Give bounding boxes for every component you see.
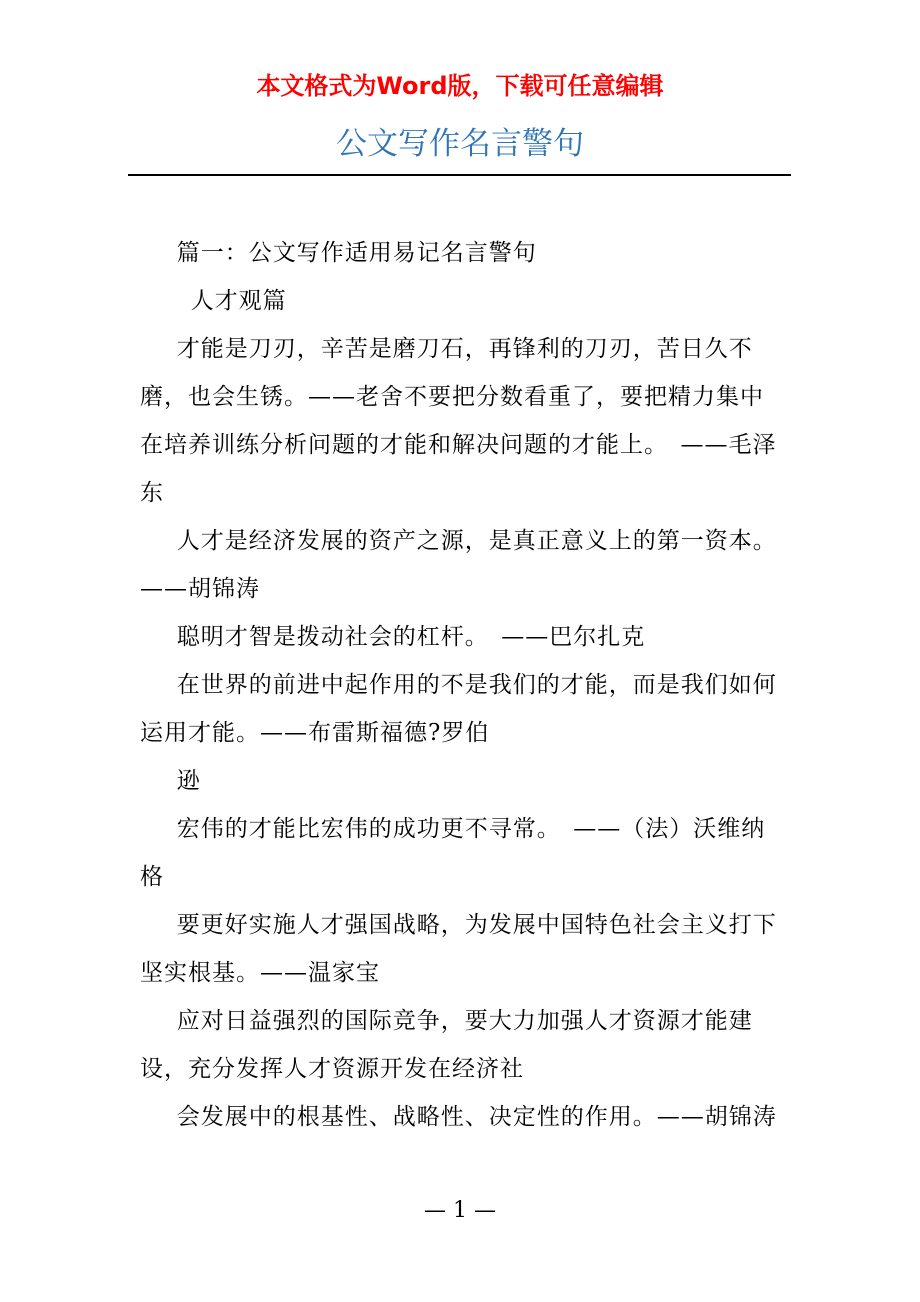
quote-paragraph: 会发展中的根基性、战略性、决定性的作用。——胡锦涛 bbox=[176, 1104, 777, 1130]
document-body bbox=[140, 229, 780, 1141]
page-number: — 1 — bbox=[424, 1198, 496, 1223]
quote-paragraph: 宏伟的才能比宏伟的成功更不寻常。 ——（法）沃维纳格 bbox=[140, 816, 766, 890]
sub-heading: 人才观篇 bbox=[190, 288, 287, 314]
document-title: 公文写作名言警句 bbox=[336, 126, 584, 162]
section-heading: 篇一：公文写作适用易记名言警句 bbox=[176, 240, 537, 266]
quote-paragraph: 才能是刀刃，辛苦是磨刀石，再锋利的刀刃，苦日久不磨，也会生锈。——老舍不要把分数看重了，要把精力集中在培养训练分析问题的才能和解决问题的才能上。 ——毛泽东 bbox=[140, 336, 777, 506]
quote-paragraph: 聪明才智是拨动社会的杠杆。 ——巴尔扎克 bbox=[176, 624, 646, 650]
quote-paragraph: 逊 bbox=[176, 768, 201, 794]
quote-paragraph: 在世界的前进中起作用的不是我们的才能，而是我们如何运用才能。——布雷斯福德?罗伯 bbox=[140, 672, 777, 746]
format-notice: 本文格式为Word版，下载可任意编辑 bbox=[256, 72, 664, 100]
quote-paragraph: 要更好实施人才强国战略，为发展中国特色社会主义打下坚实根基。——温家宝 bbox=[140, 912, 777, 986]
title-divider bbox=[128, 174, 791, 176]
quote-paragraph: 应对日益强烈的国际竞争，要大力加强人才资源才能建设，充分发挥人才资源开发在经济社 bbox=[140, 1008, 753, 1082]
quote-paragraph: 人才是经济发展的资产之源，是真正意义上的第一资本。——胡锦涛 bbox=[140, 528, 777, 602]
